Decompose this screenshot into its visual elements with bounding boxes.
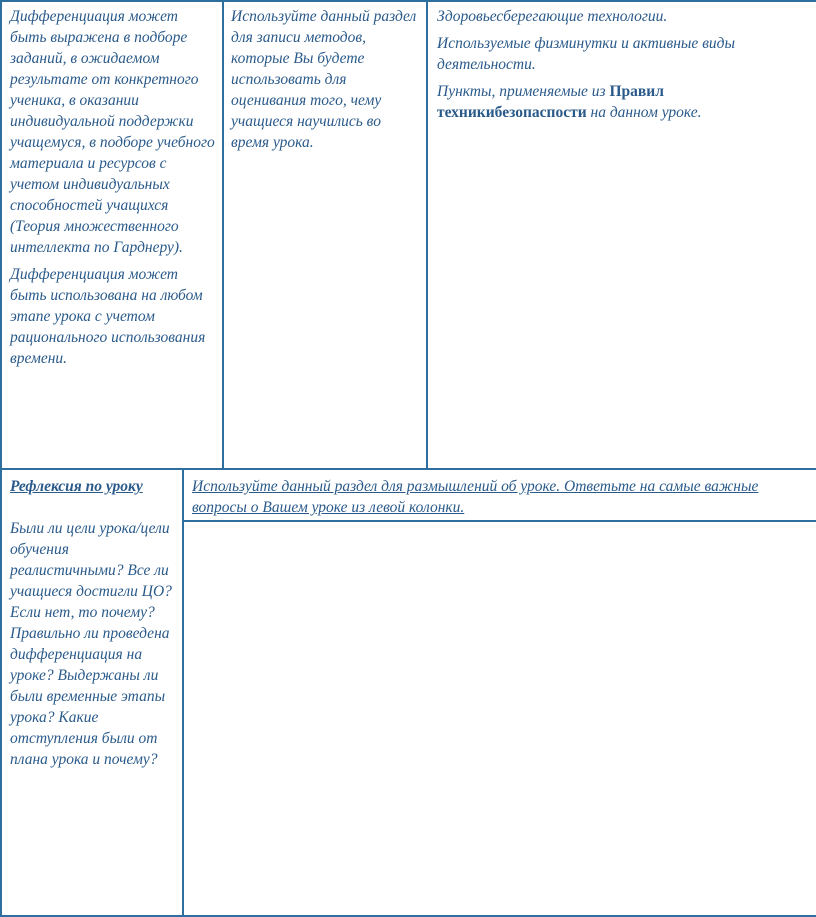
reflection-questions: Были ли цели урока/цели обучения реалистичными? Все ли учащиеся достигли ЦО? Если нет, то почему? Правильно ли проведена дифференциация на уроке? Выдержаны ли были временные этапы урока? Какие отступления были от плана урока и почему? [10, 520, 172, 768]
reflection-notes-cell [182, 468, 816, 917]
reflection-instruction: Используйте данный раздел для размышлений об уроке. Ответьте на самые важные вопросы о Вашем уроке из левой колонки. [192, 478, 759, 516]
assessment-text: Используйте данный раздел для записи методов, которые Вы будете использовать для оценивания того, чему учащиеся научились во время урока. [231, 8, 417, 151]
safety-prefix: Пункты, применяемые из [437, 83, 610, 100]
health-safety-cell [426, 0, 816, 469]
safety-rules-name: Правил техникибезопаспости [437, 83, 664, 121]
reflection-cell [0, 468, 183, 917]
activity-text: Используемые физминутки и активные виды деятельности. [437, 35, 736, 73]
differentiation-cell [0, 0, 223, 469]
differentiation-text-2: Дифференциация может быть использована на любом этапе урока с учетом рационального использования времени. [10, 266, 206, 367]
safety-suffix: на данном уроке. [586, 104, 702, 121]
reflection-heading: Рефлексия по уроку [10, 478, 143, 495]
safety-rules-text [437, 81, 804, 123]
health-tech-text: Здоровьесберегающие технологии. [437, 8, 668, 25]
reflection-separator [184, 520, 816, 522]
differentiation-text-1: Дифференциация может быть выражена в подборе заданий, в ожидаемом результате от конкретного ученика, в оказании индивидуальной поддержки учащемуся, в подборе учебного материала и ресурсов с учетом индивидуальных способностей учащихся (Теория множественного интеллекта по Гарднеру). [10, 8, 215, 256]
assessment-cell [222, 0, 427, 469]
